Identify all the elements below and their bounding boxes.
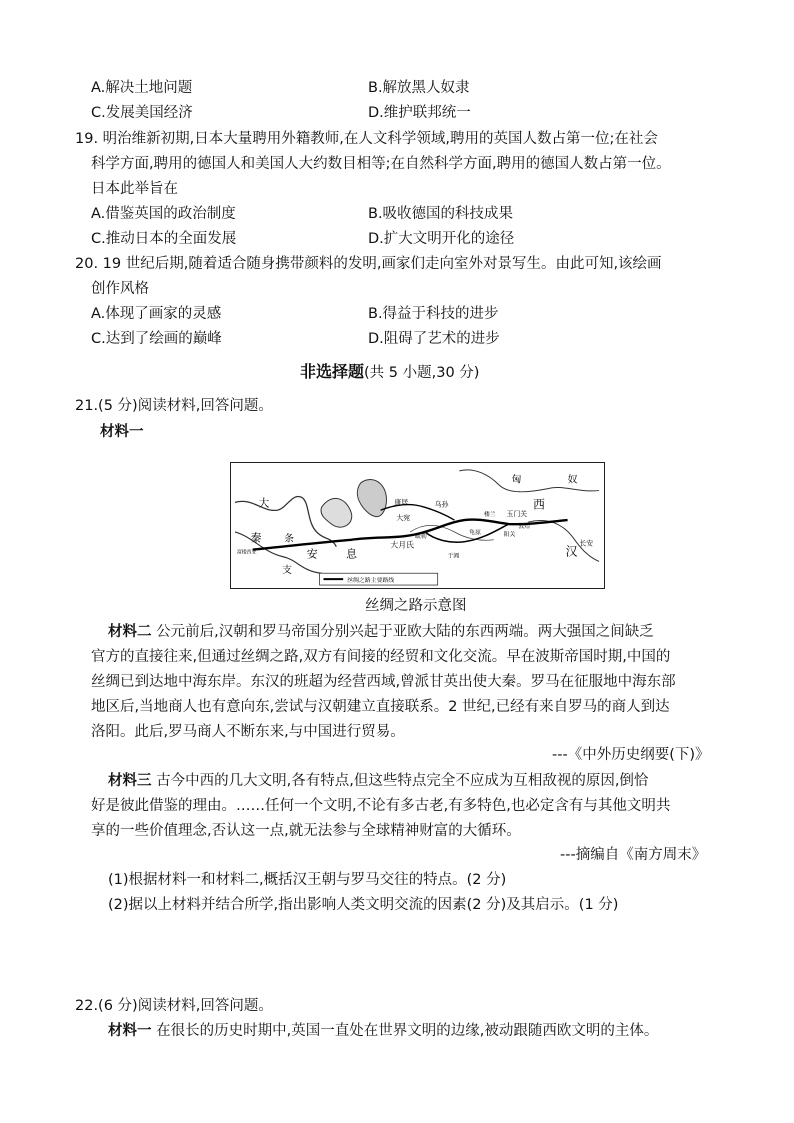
q21-material3-line3: 享的一些价值理念,否认这一点,就无法参与全球精神财富的大循环。 xyxy=(91,823,521,839)
q21-material2-source: ---《中外历史纲要(下)》 xyxy=(552,747,710,763)
map-label-kangju: 康居 xyxy=(394,498,409,507)
silk-road-map xyxy=(230,462,605,589)
q19-option-b: B.吸收德国的科技成果 xyxy=(368,206,514,222)
map-label-han: 汉 xyxy=(565,544,578,559)
q21-material2-label: 材料二 xyxy=(108,624,152,640)
map-label-xiongnu1: 匈 xyxy=(511,474,522,486)
q21-material2-line3: 丝绸已到达地中海东岸。东汉的班超为经营西域,曾派甘英出使大秦。罗马在征服地中海东部 xyxy=(91,674,676,690)
q19-option-a: A.借鉴英国的政治制度 xyxy=(91,206,236,222)
map-label-changan: 长安 xyxy=(579,539,594,548)
q18-option-c: C.发展美国经济 xyxy=(91,105,193,121)
map-caption: 丝绸之路示意图 xyxy=(365,598,467,614)
q18-option-d: D.维护联邦统一 xyxy=(368,105,471,121)
silk-road-map-drawing xyxy=(231,463,604,588)
q21-material3-line1 xyxy=(108,771,648,791)
q22-material1-line1 xyxy=(108,1021,658,1041)
map-label-loulan: 楼兰 xyxy=(483,512,496,519)
map-label-da: 大 xyxy=(258,496,270,510)
q18-option-a: A.解决土地问题 xyxy=(91,80,193,96)
q21-material2-line5: 洛阳。此后,罗马商人不断东来,与中国进行贸易。 xyxy=(91,724,405,740)
q21-material2-text1: 公元前后,汉朝和罗马帝国分别兴起于亚欧大陆的东西两端。两大强国之间缺乏 xyxy=(156,624,654,640)
q21-subquestion-2: (2)据以上材料并结合所学,指出影响人类文明交流的因素(2 分)及其启示。(1 分) xyxy=(108,897,619,913)
map-label-dunhuang: 敦煌 xyxy=(518,523,531,530)
q21-stem: 21.(5 分)阅读材料,回答问题。 xyxy=(75,398,273,414)
map-label-xi2: 息 xyxy=(346,547,357,561)
q20-option-c: C.达到了绘画的巅峰 xyxy=(91,331,222,347)
map-label-shule: 疏勒 xyxy=(415,533,427,540)
q19-option-c: C.推动日本的全面发展 xyxy=(91,231,237,247)
map-label-xiongnu2: 奴 xyxy=(567,474,578,486)
map-label-tiao: 条 xyxy=(284,533,294,545)
q20-stem-line1: 20. 19 世纪后期,随着适合随身携带颜料的发明,画家们走向室外对景写生。由此可知,该绘画 xyxy=(75,256,662,272)
q18-option-b: B.解放黑人奴隶 xyxy=(368,80,470,96)
map-label-yangguan: 阳关 xyxy=(503,531,516,538)
map-label-yumenguan: 玉门关 xyxy=(506,510,528,519)
q21-material2-line2: 官方的直接往来,但通过丝绸之路,双方有间接的经贸和文化交流。早在波斯帝国时期,中国的 xyxy=(91,649,671,665)
q22-material1-text1: 在很长的历史时期中,英国一直处在世界文明的边缘,被动跟随西欧文明的主体。 xyxy=(156,1023,659,1039)
q20-option-d: D.阻碍了艺术的进步 xyxy=(368,331,500,347)
q21-subquestion-1: (1)根据材料一和材料二,概括汉王朝与罗马交往的特点。(2 分) xyxy=(108,872,507,888)
q19-stem-line1: 19. 明治维新初期,日本大量聘用外籍教师,在人文科学领域,聘用的英国人数占第一位;在社会 xyxy=(75,131,658,147)
q20-option-b: B.得益于科技的进步 xyxy=(368,306,499,322)
map-label-dayuan: 大宛 xyxy=(396,514,411,523)
q21-material2-line4: 地区后,当地商人也有意向东,尝试与汉朝建立直接联系。2 世纪,已经有来自罗马的商人到达 xyxy=(91,699,670,715)
q21-material3-text1: 古今中西的几大文明,各有特点,但这些特点完全不应成为互相敌视的原因,倒恰 xyxy=(156,773,649,789)
q21-material3-line2: 好是彼此借鉴的理由。……任何一个文明,不论有多古老,有多特色,也必定含有与其他文明共 xyxy=(91,798,671,814)
q21-material3-source: ---摘编自《南方周末》 xyxy=(560,847,707,863)
q21-material1-label: 材料一 xyxy=(100,424,144,440)
q21-material3-label: 材料三 xyxy=(108,773,152,789)
q20-stem-line2: 创作风格 xyxy=(91,281,149,297)
map-label-an: 安 xyxy=(306,547,318,561)
map-label-dayuezhi: 大月氏 xyxy=(390,540,415,550)
map-label-yutian: 于阗 xyxy=(447,553,460,560)
q19-stem-line2: 科学方面,聘用的德国人和美国人大约数目相等;在自然科学方面,聘用的德国人数占第一位。 xyxy=(91,156,671,172)
map-label-kucha: 龟兹 xyxy=(469,529,481,536)
map-label-fuluo: 富楼西亚 xyxy=(236,549,257,556)
q22-material1-label: 材料一 xyxy=(108,1023,152,1039)
q20-option-a: A.体现了画家的灵感 xyxy=(91,306,222,322)
map-label-zhi: 支 xyxy=(282,565,292,577)
section-heading xyxy=(300,362,479,383)
q19-option-d: D.扩大文明开化的途径 xyxy=(368,231,515,247)
section-title: 非选择题 xyxy=(300,362,365,381)
map-label-qin: 秦 xyxy=(250,531,262,545)
map-label-xi: 西 xyxy=(533,497,545,512)
q19-stem-line3: 日本此举旨在 xyxy=(91,181,178,197)
q22-stem: 22.(6 分)阅读材料,回答问题。 xyxy=(75,998,273,1014)
q21-material2-line1 xyxy=(108,622,654,642)
section-note: (共 5 小题,30 分) xyxy=(364,365,480,381)
map-legend-label: 丝绸之路主要路线 xyxy=(347,578,395,585)
map-label-wusun: 乌孙 xyxy=(434,500,449,509)
